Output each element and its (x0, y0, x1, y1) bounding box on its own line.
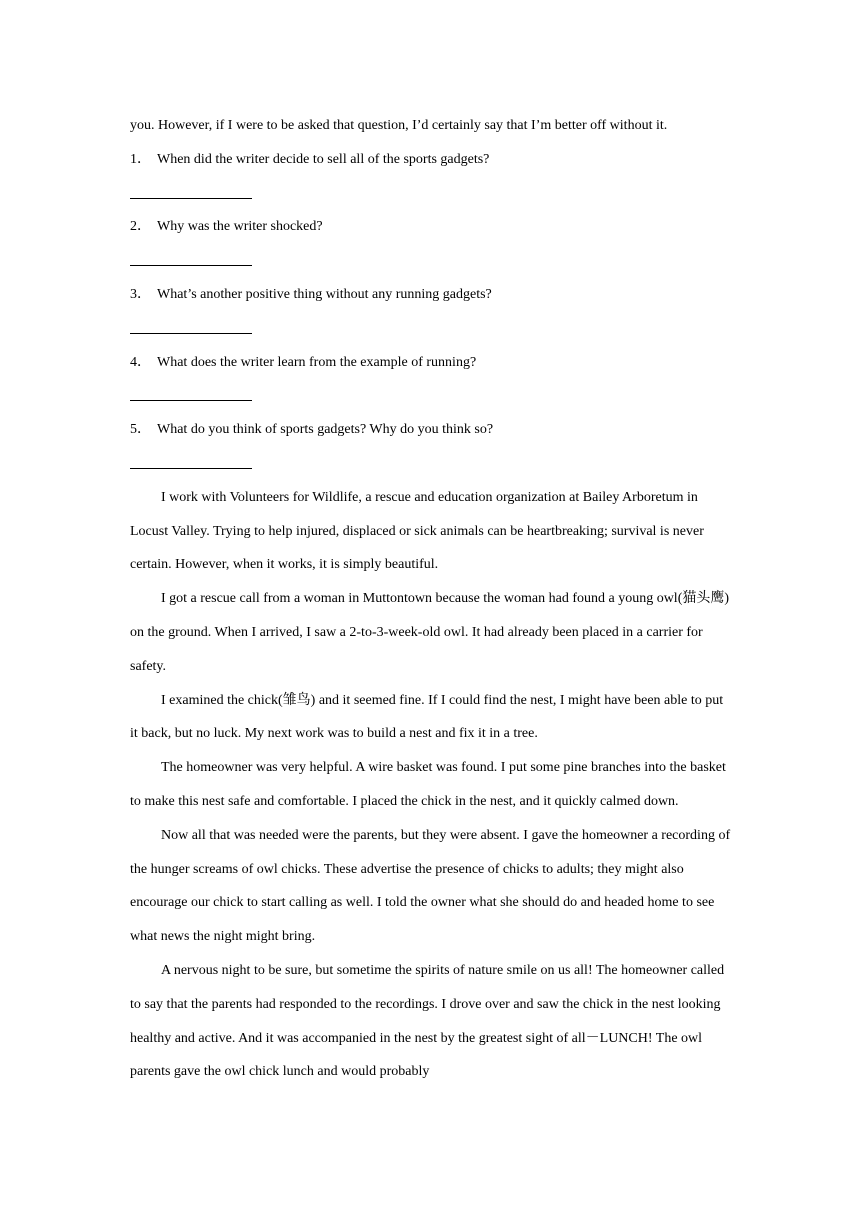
passage-paragraph-1: I work with Volunteers for Wildlife, a rescue and education organization at Bailey Arboretum in Locust Valley. Trying to help injured, displaced or sick animals can be heartbreaking; survival is never certain. However, when it works, it is simply beautiful. (130, 489, 704, 573)
answer-blank-3[interactable] (130, 312, 732, 346)
question-2 (130, 210, 732, 244)
question-number: 1． (130, 151, 151, 167)
question-text: Why was the writer shocked? (157, 219, 323, 235)
passage-paragraph-4: The homeowner was very helpful. A wire basket was found. I put some pine branches into the basket to make this nest safe and comfortable. I placed the chick in the nest, and it quickly calmed down. (130, 760, 726, 809)
question-text: When did the writer decide to sell all of the sports gadgets? (157, 151, 490, 167)
passage-paragraph-2: I got a rescue call from a woman in Muttontown because the woman had found a young owl(猫头鹰) on the ground. When I arrived, I saw a 2-to-3-week-old owl. It had already been placed in a carrier for safety. (130, 591, 730, 674)
question-text: What do you think of sports gadgets? Why do you think so? (157, 422, 494, 438)
passage-paragraph-3: I examined the chick(雏鸟) and it seemed fine. If I could find the nest, I might have been able to put it back, but no luck. My next work was to build a nest and fix it in a tree. (130, 692, 724, 742)
question-text: What does the writer learn from the example of running? (157, 354, 477, 370)
question-5 (130, 413, 732, 447)
answer-blank-5[interactable] (130, 447, 732, 481)
question-text: What’s another positive thing without any running gadgets? (157, 286, 492, 302)
document-body (130, 109, 732, 1089)
question-1 (130, 143, 732, 177)
passage-paragraph-5: Now all that was needed were the parents, but they were absent. I gave the homeowner a recording of the hunger screams of owl chicks. These advertise the presence of chicks to adults; they might also encourage our chick to start calling as well. I told the owner what she should do and headed home to see what news the night might bring. (130, 827, 731, 945)
question-number: 4． (130, 354, 151, 370)
question-4 (130, 346, 732, 380)
question-number: 5． (130, 422, 151, 438)
question-number: 3． (130, 286, 151, 302)
passage-paragraph-6: A nervous night to be sure, but sometime the spirits of nature smile on us all! The homeowner called to say that the parents had responded to the recordings. I drove over and saw the chick in the nest looking healthy and active. And it was accompanied in the nest by the greatest sight of all－LUNCH! The owl parents gave the owl chick lunch and would probably (130, 962, 725, 1080)
question-number: 2． (130, 219, 151, 235)
answer-blank-2[interactable] (130, 244, 732, 278)
answer-blank-1[interactable] (130, 177, 732, 211)
answer-blank-4[interactable] (130, 379, 732, 413)
question-3 (130, 278, 732, 312)
intro-line: you. However, if I were to be asked that question, I’d certainly say that I’m better off without it. (130, 118, 668, 133)
